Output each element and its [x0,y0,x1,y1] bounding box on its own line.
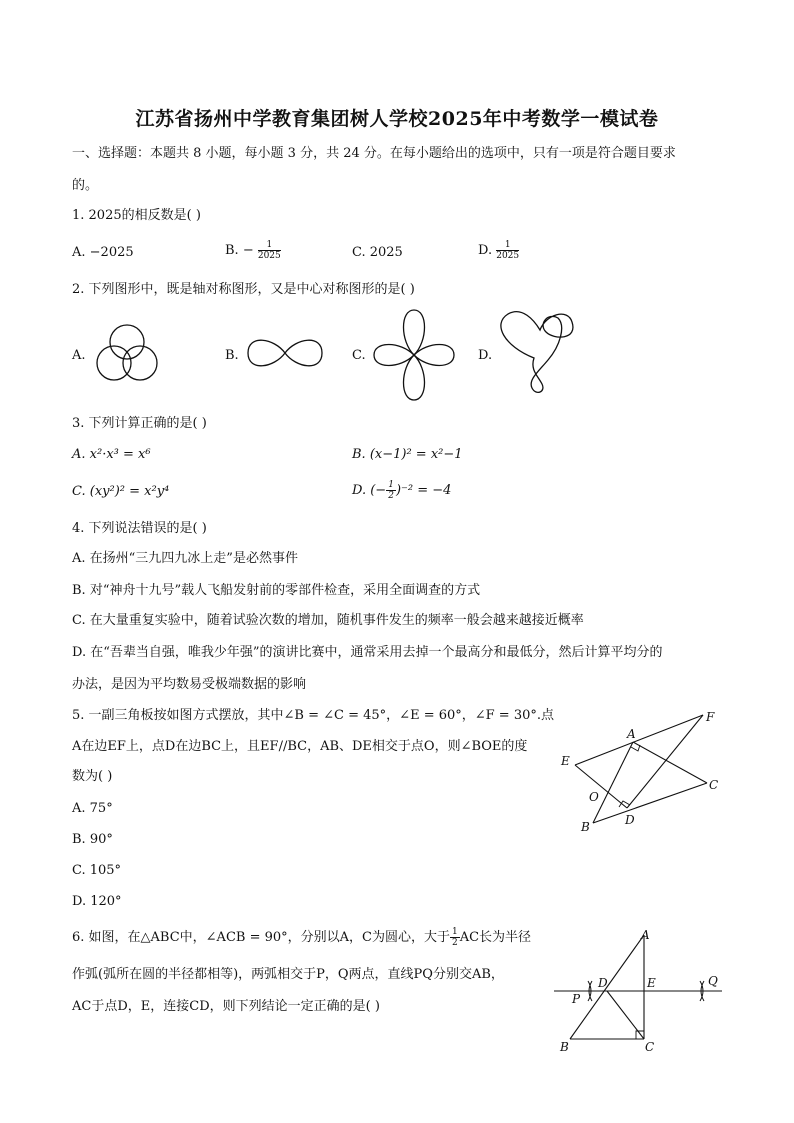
q4-option-d-line2: 办法，是因为平均数易受极端数据的影响 [72,677,307,692]
q3-option-b: B. (x−1)² = x²−1 [352,447,463,462]
q3-d-denominator: 2 [388,491,394,501]
question-5-stem-line1: 5. 一副三角板按如图方式摆放，其中∠B = ∠C = 45°，∠E = 60°，∠F = 30°.点 [72,708,555,723]
q1-d-denominator: 2025 [496,251,520,261]
question-6-stem-line1 [72,927,531,948]
q3-d-numerator: 1 [388,480,394,490]
q3-option-c: C. (xy²)² = x²y⁴ [72,484,170,499]
question-1-stem: 1. 2025的相反数是( ) [72,208,201,223]
q6-half-fraction [450,927,460,948]
q5-edge-fd [627,715,703,808]
q5-edge-ed [575,765,627,808]
q6-segment-cd [607,991,644,1039]
q5-label-c: C [709,778,719,792]
section-instructions-line2: 的。 [72,178,99,193]
q5-edge-ef [575,715,703,765]
q1-option-b [225,240,281,261]
q5-option-c: C. 105° [72,863,122,878]
q5-option-d: D. 120° [72,894,122,909]
q2-option-d-label: D. [478,348,493,363]
q2-option-b-label: B. [225,348,239,363]
q5-triangle-set-figure [555,705,735,835]
q5-right-angle-a [631,745,640,751]
q5-label-o: O [589,790,599,804]
q5-label-b: B [581,820,590,834]
question-6-stem-line2: 作弧(弧所在圆的半径都相等)，两弧相交于P，Q两点，直线PQ分别交AB， [72,967,504,982]
q3-option-a: A. x²·x³ = x⁶ [72,447,151,462]
question-2-stem: 2. 下列图形中，既是轴对称图形，又是中心对称图形的是( ) [72,282,415,297]
q6-label-c: C [645,1040,655,1054]
q6-label-p: P [572,992,581,1006]
q5-option-a: A. 75° [72,801,113,816]
q5-label-e: E [561,754,570,768]
q6-fraction-denominator: 2 [451,938,458,948]
q2-option-c-label: C. [352,348,366,363]
question-3-stem: 3. 下列计算正确的是( ) [72,416,207,431]
question-5-stem-line3: 数为( ) [72,769,113,784]
q4-option-b: B. 对“神舟十九号”载人飞船发射前的零部件检查，采用全面调查的方式 [72,583,481,598]
q1-option-d-fraction [496,240,519,261]
q1-b-numerator: 1 [258,240,281,251]
q6-label-a: A [641,928,650,942]
q6-line1-part2: AC长为半径 [459,930,532,945]
q6-fraction-numerator: 1 [451,927,458,937]
spiral-curve-figure [494,306,578,398]
lemniscate-figure [244,330,326,376]
question-4-stem: 4. 下列说法错误的是( ) [72,521,207,536]
q6-label-e: E [647,976,656,990]
question-6-stem-line3: AC于点D，E，连接CD，则下列结论一定正确的是( ) [72,999,380,1014]
q2-option-a-label: A. [72,348,86,363]
q1-option-b-fraction [258,240,281,261]
q3-option-d-suffix: )⁻² = −4 [395,483,452,498]
q1-option-d [478,240,519,261]
q5-label-f: F [706,710,715,724]
q4-option-c: C. 在大量重复实验中，随着试验次数的增加，随机事件发生的频率一般会越来越接近概率 [72,613,584,628]
q5-label-a: A [627,727,636,741]
q1-option-a: A. −2025 [72,245,134,260]
page-title: 江苏省扬州中学教育集团树人学校2025年中考数学一模试卷 [135,108,659,130]
q1-option-b-prefix: B. − [225,243,254,258]
q5-label-d: D [625,813,635,827]
q3-option-d-prefix: D. (− [352,483,387,498]
q6-label-d: D [598,976,608,990]
q1-b-denominator: 2025 [257,251,281,261]
section-instructions-line1: 一、选择题：本题共 8 小题，每小题 3 分，共 24 分。在每小题给出的选项中，只有一项是符合题目要求 [72,146,676,161]
q1-d-numerator: 1 [496,240,519,251]
four-leaf-figure [370,306,458,404]
q4-option-a: A. 在扬州“三九四九冰上走”是必然事件 [72,551,298,566]
q6-construction-figure [552,925,728,1057]
q5-option-b: B. 90° [72,832,113,847]
q3-option-d [352,480,451,501]
q6-label-q: Q [708,974,718,988]
question-5-stem-line2: A在边EF上，点D在边BC上，且EF//BC，AB、DE相交于点O，则∠BOE的度 [72,739,528,754]
q5-edge-ac [633,742,707,783]
q3-option-d-fraction [386,480,396,501]
q6-line1-part1: 6. 如图，在△ABC中，∠ACB = 90°，分别以A，C为圆心，大于 [72,930,450,945]
q1-option-d-prefix: D. [478,243,497,258]
q4-option-d-line1: D. 在“吾辈当自强，唯我少年强”的演讲比赛中，通常采用去掉一个最高分和最低分，然后计算平均分的 [72,645,663,660]
q1-option-c: C. 2025 [352,245,403,260]
trefoil-figure [92,318,162,388]
q6-label-b: B [560,1040,569,1054]
